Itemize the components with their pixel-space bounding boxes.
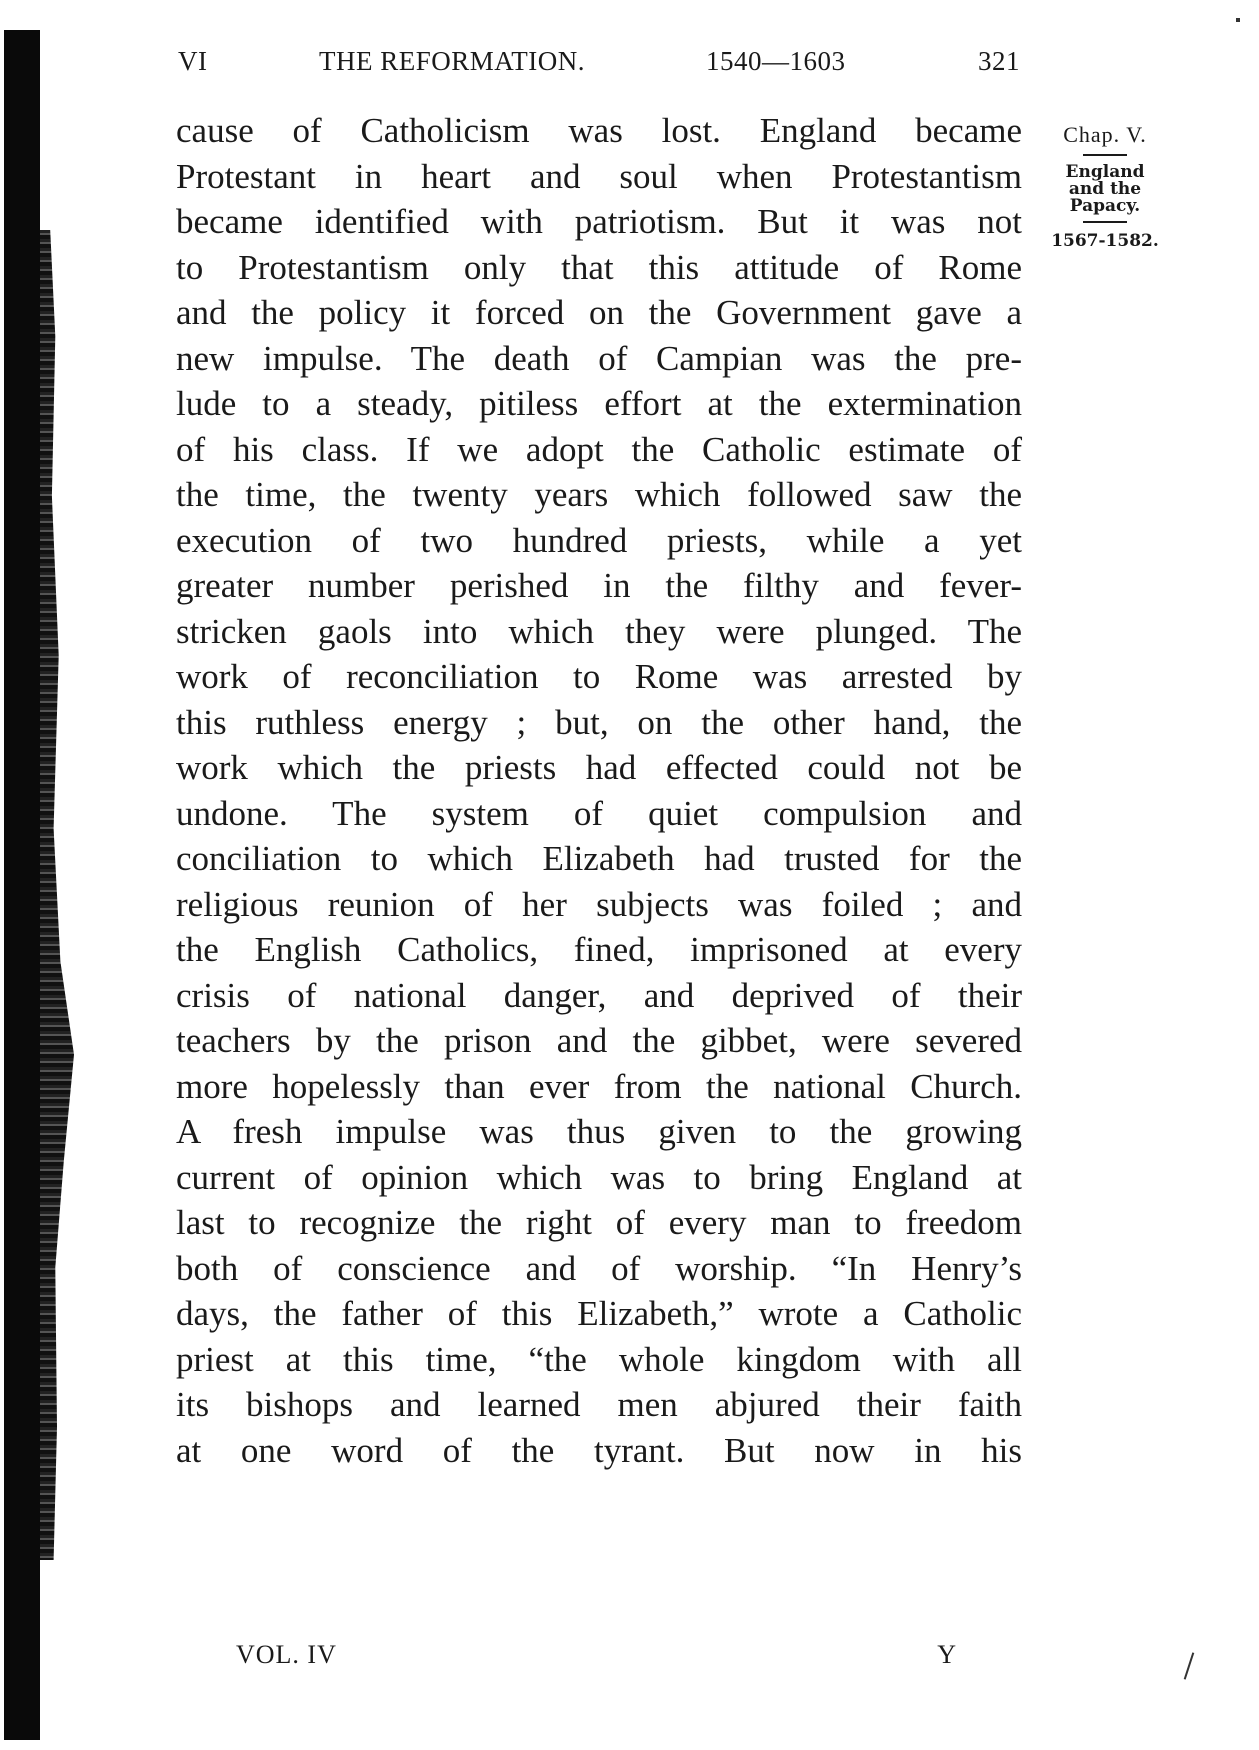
running-head-title: THE REFORMATION. xyxy=(319,46,586,76)
text-line: cause of Catholicism was lost. England became xyxy=(176,111,1022,150)
body-text xyxy=(176,108,1022,1473)
ink-speck xyxy=(1236,18,1240,22)
text-line: lude to a steady, pitiless effort at the extermination xyxy=(176,384,1022,423)
text-line: to Protestantism only that this attitude of Rome xyxy=(176,247,1022,287)
text-line: current of opinion which was to bring England at xyxy=(176,1157,1022,1197)
margin-chapter: Chap. V. xyxy=(1063,122,1147,147)
running-head-chapter: VI xyxy=(178,46,208,76)
text-line: crisis of national danger, and deprived of their xyxy=(176,975,1022,1015)
margin-years: 1567-1582. xyxy=(1051,231,1159,251)
text-line: the English Catholics, fined, imprisoned at every xyxy=(176,930,1022,969)
text-line: days, the father of this Elizabeth,” wrote a Catholic xyxy=(176,1294,1022,1333)
text-line: became identified with patriotism. But it was not xyxy=(176,202,1022,241)
text-line: more hopelessly than ever from the national Church. xyxy=(176,1066,1022,1106)
margin-topic-line: Papacy. xyxy=(1069,196,1141,216)
text-line: teachers by the prison and the gibbet, were severed xyxy=(176,1021,1022,1060)
text-line: and the policy it forced on the Government gave a xyxy=(176,293,1022,332)
running-head-dates: 1540—1603 xyxy=(706,46,846,76)
page-footer xyxy=(236,1640,956,1676)
text-line: the time, the twenty years which followed saw the xyxy=(176,475,1022,514)
text-line: conciliation to which Elizabeth had trusted for the xyxy=(176,839,1022,878)
page-number: 321 xyxy=(978,46,1020,76)
margin-note xyxy=(1040,122,1170,251)
text-line: A fresh impulse was thus given to the growing xyxy=(176,1112,1022,1151)
text-line: this ruthless energy ; but, on the other hand, the xyxy=(176,702,1022,742)
text-line: its bishops and learned men abjured their faith xyxy=(176,1385,1022,1424)
margin-rule xyxy=(1083,221,1127,223)
text-line: stricken gaols into which they were plunged. The xyxy=(176,611,1022,651)
running-head xyxy=(178,46,1020,86)
ink-mark xyxy=(1184,1652,1195,1679)
page-edge-shadow xyxy=(40,230,74,1560)
text-line: Protestant in heart and soul when Protestantism xyxy=(176,156,1022,196)
text-line: greater number perished in the filthy and fever- xyxy=(176,566,1022,605)
book-spine-shadow xyxy=(4,30,40,1740)
text-line: last to recognize the right of every man to freedom xyxy=(176,1203,1022,1242)
text-line: new impulse. The death of Campian was the pre- xyxy=(176,338,1022,378)
text-line: religious reunion of her subjects was foiled ; and xyxy=(176,884,1022,924)
text-line: execution of two hundred priests, while a yet xyxy=(176,520,1022,560)
text-line: undone. The system of quiet compulsion and xyxy=(176,793,1022,833)
text-line: work which the priests had effected could not be xyxy=(176,748,1022,787)
footer-signature: Y xyxy=(937,1640,956,1669)
margin-rule xyxy=(1083,154,1127,156)
text-line: both of conscience and of worship. “In Henry’s xyxy=(176,1248,1022,1288)
footer-volume: VOL. IV xyxy=(236,1640,337,1669)
margin-topic-line: England xyxy=(1065,162,1145,182)
margin-topic-line: and the xyxy=(1068,179,1142,199)
text-line: at one word of the tyrant. But now in his xyxy=(176,1430,1022,1470)
text-line: work of reconciliation to Rome was arrested by xyxy=(176,657,1022,696)
text-line: priest at this time, “the whole kingdom with all xyxy=(176,1339,1022,1379)
text-line: of his class. If we adopt the Catholic estimate of xyxy=(176,429,1022,469)
